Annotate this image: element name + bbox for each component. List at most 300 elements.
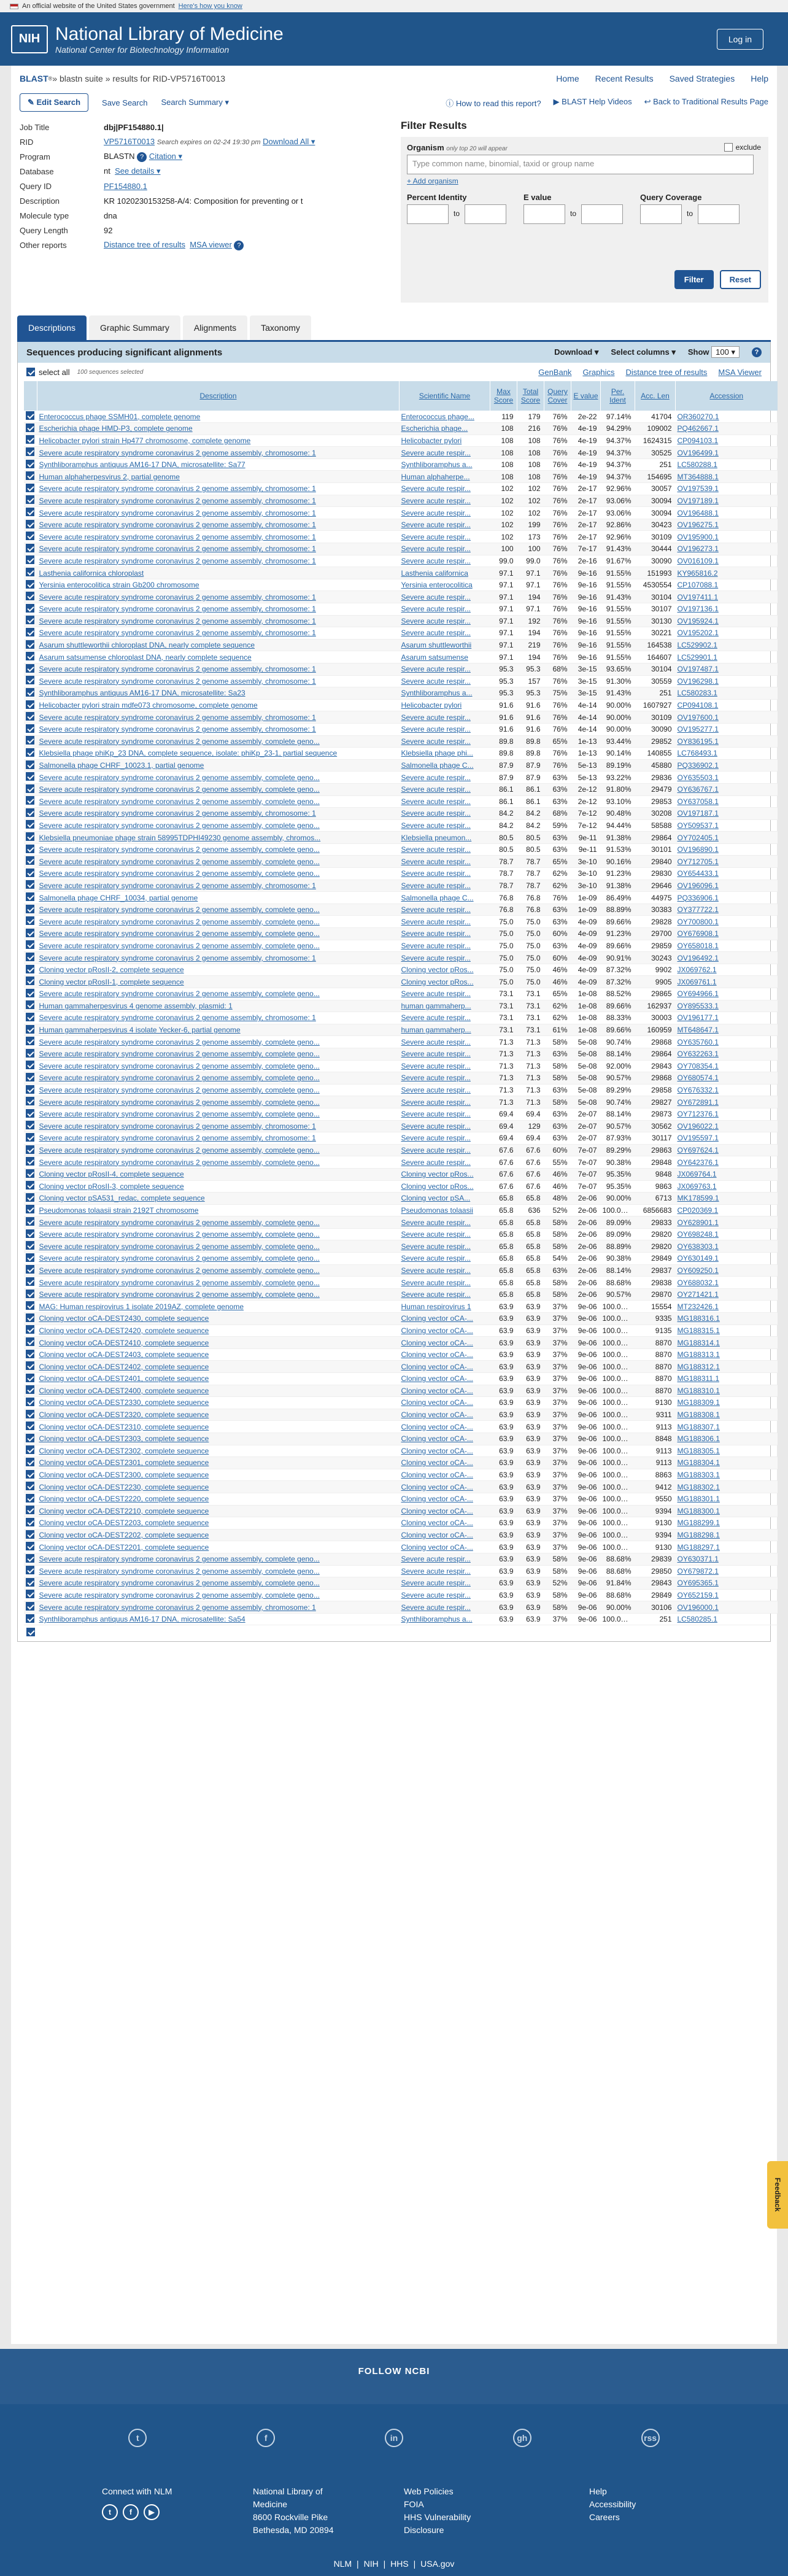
accession-link[interactable]: MG188313.1 [677, 1350, 720, 1360]
description-link[interactable]: Cloning vector pRosII-4, complete sequence [39, 1170, 184, 1179]
description-link[interactable]: Cloning vector oCA-DEST2400, complete sequence [39, 1386, 209, 1395]
accession-link[interactable]: LC580285.1 [677, 1615, 717, 1624]
scientific-name-link[interactable]: Pseudomonas tolaasii [401, 1205, 473, 1215]
accession-link[interactable]: OV196022.1 [677, 1121, 719, 1131]
row-checkbox[interactable] [26, 460, 34, 468]
pid-max-input[interactable] [465, 204, 506, 224]
linkedin-icon[interactable]: in [385, 2429, 403, 2447]
scientific-name-link[interactable]: Cloning vector pRos... [401, 1182, 474, 1191]
col-total-score[interactable]: Total Score [517, 381, 544, 411]
row-checkbox[interactable] [26, 1025, 34, 1034]
row-checkbox[interactable] [26, 929, 34, 937]
row-checkbox[interactable] [26, 1530, 34, 1539]
description-link[interactable]: Cloning vector pSA531_redac, complete sequence [39, 1194, 205, 1203]
description-link[interactable]: Severe acute respiratory syndrome coronavirus 2 genome assembly, complete geno... [39, 917, 320, 926]
scientific-name-link[interactable]: Salmonella phage C... [401, 761, 474, 770]
accession-link[interactable]: OY630149.1 [677, 1254, 719, 1263]
scientific-name-link[interactable]: Severe acute respir... [401, 1158, 471, 1167]
row-checkbox[interactable] [26, 940, 34, 949]
scientific-name-link[interactable]: Severe acute respir... [401, 953, 471, 962]
description-link[interactable]: Severe acute respiratory syndrome coronavirus 2 genome assembly, chromosome: 1 [39, 1603, 316, 1612]
scientific-name-link[interactable]: Severe acute respir... [401, 905, 471, 915]
nlm-bottom-link[interactable]: NLM [333, 2559, 352, 2569]
description-link[interactable]: Severe acute respiratory syndrome coronavirus 2 genome assembly, complete geno... [39, 1110, 320, 1119]
tab-descriptions[interactable]: Descriptions [17, 315, 87, 340]
accession-link[interactable]: MG188311.1 [677, 1374, 719, 1383]
description-link[interactable]: Severe acute respiratory syndrome coronavirus 2 genome assembly, complete geno... [39, 941, 320, 950]
description-link[interactable]: Severe acute respiratory syndrome coronavirus 2 genome assembly, complete geno... [39, 929, 320, 938]
scientific-name-link[interactable]: Severe acute respir... [401, 929, 471, 938]
accession-link[interactable]: OY700800.1 [677, 917, 719, 926]
scientific-name-link[interactable]: Salmonella phage C... [401, 893, 474, 902]
scientific-name-link[interactable]: Severe acute respir... [401, 809, 471, 818]
accession-link[interactable]: OV195597.1 [677, 1134, 719, 1143]
scientific-name-link[interactable]: Severe acute respir... [401, 1266, 471, 1275]
description-link[interactable]: Severe acute respiratory syndrome coronavirus 2 genome assembly, complete geno... [39, 1566, 320, 1576]
scientific-name-link[interactable]: Severe acute respir... [401, 869, 471, 878]
accession-link[interactable]: OY679872.1 [677, 1566, 719, 1576]
description-link[interactable]: Severe acute respiratory syndrome coronavirus 2 genome assembly, complete geno... [39, 773, 320, 782]
description-link[interactable]: Cloning vector oCA-DEST2203, complete sequence [39, 1518, 209, 1528]
row-checkbox[interactable] [26, 628, 34, 636]
col-per-ident[interactable]: Per. Ident [601, 381, 635, 411]
accession-link[interactable]: MG188310.1 [677, 1386, 720, 1395]
row-checkbox[interactable] [26, 604, 34, 613]
accession-link[interactable]: OY635760.1 [677, 1037, 719, 1046]
description-link[interactable]: Severe acute respiratory syndrome coronavirus 2 genome assembly, chromosome: 1 [39, 881, 316, 890]
col-acc-len[interactable]: Acc. Len [635, 381, 676, 411]
row-checkbox[interactable] [26, 435, 34, 444]
scientific-name-link[interactable]: Severe acute respir... [401, 616, 471, 625]
description-link[interactable]: Synthliboramphus antiquus AM16-17 DNA, microsatellite: Sa23 [39, 689, 245, 698]
scientific-name-link[interactable]: Helicobacter pylori [401, 436, 462, 445]
nlm-link-2[interactable]: Medicine [253, 2499, 288, 2509]
row-checkbox[interactable] [26, 712, 34, 721]
scientific-name-link[interactable]: Cloning vector oCA-... [401, 1506, 473, 1515]
home-link[interactable]: Home [556, 74, 579, 83]
description-link[interactable]: Severe acute respiratory syndrome coronavirus 2 genome assembly, complete geno... [39, 1158, 320, 1167]
row-checkbox[interactable] [26, 1000, 34, 1009]
scientific-name-link[interactable]: Severe acute respir... [401, 1086, 471, 1095]
accession-link[interactable]: MG188297.1 [677, 1542, 720, 1552]
scientific-name-link[interactable]: Cloning vector oCA-... [401, 1386, 473, 1395]
row-checkbox[interactable] [26, 532, 34, 540]
query-id-link[interactable]: PF154880.1 [104, 181, 147, 191]
bottom-select-checkbox[interactable] [26, 1628, 35, 1636]
description-link[interactable]: Severe acute respiratory syndrome coronavirus 2 genome assembly, chromosome: 1 [39, 508, 316, 517]
accession-link[interactable]: OV196177.1 [677, 1013, 719, 1023]
scientific-name-link[interactable]: Severe acute respir... [401, 1037, 471, 1046]
row-checkbox[interactable] [26, 880, 34, 889]
accession-link[interactable]: MT648647.1 [677, 1026, 719, 1035]
accession-link[interactable]: OV196499.1 [677, 448, 719, 457]
how-to-read-link[interactable] [446, 97, 541, 109]
scientific-name-link[interactable]: Asarum shuttleworthii [401, 641, 472, 650]
accession-link[interactable]: OY694966.1 [677, 989, 719, 999]
scientific-name-link[interactable]: Severe acute respir... [401, 917, 471, 926]
description-link[interactable]: Helicobacter pylori strain Hp477 chromosome, complete genome [39, 436, 251, 445]
scientific-name-link[interactable]: Cloning vector oCA-... [401, 1434, 473, 1444]
description-link[interactable]: Cloning vector oCA-DEST2401, complete sequence [39, 1374, 209, 1383]
row-checkbox[interactable] [26, 508, 34, 516]
description-link[interactable]: Cloning vector oCA-DEST2202, complete sequence [39, 1531, 209, 1540]
row-checkbox[interactable] [26, 1049, 34, 1058]
scientific-name-link[interactable]: human gammaherp... [401, 1026, 471, 1035]
description-link[interactable]: Severe acute respiratory syndrome coronavirus 2 genome assembly, chromosome: 1 [39, 532, 316, 541]
row-checkbox[interactable] [26, 916, 34, 925]
row-checkbox[interactable] [26, 1578, 34, 1587]
row-checkbox[interactable] [26, 424, 34, 432]
scientific-name-link[interactable]: Severe acute respir... [401, 941, 471, 950]
row-checkbox[interactable] [26, 1061, 34, 1069]
heres-how-link[interactable]: Here's how you know [178, 2, 242, 10]
row-checkbox[interactable] [26, 1421, 34, 1430]
scientific-name-link[interactable]: Severe acute respir... [401, 629, 471, 638]
scientific-name-link[interactable]: Escherichia phage... [401, 424, 468, 433]
description-link[interactable]: Salmonella phage CHRF_10034, partial genome [39, 893, 198, 902]
description-link[interactable]: Human alphaherpesvirus 2, partial genome [39, 472, 180, 481]
row-checkbox[interactable] [26, 1566, 34, 1574]
accession-link[interactable]: JX069761.1 [677, 977, 717, 986]
accession-link[interactable]: OY672891.1 [677, 1097, 719, 1107]
description-link[interactable]: Severe acute respiratory syndrome coronavirus 2 genome assembly, complete geno... [39, 845, 320, 854]
description-link[interactable]: Yersinia enterocolitica strain Gb200 chromosome [39, 581, 199, 590]
description-link[interactable]: Severe acute respiratory syndrome coronavirus 2 genome assembly, complete geno... [39, 1278, 320, 1287]
web-policies-link[interactable]: Web Policies [404, 2486, 454, 2496]
rid-link[interactable]: VP5716T0013 [104, 137, 155, 146]
description-link[interactable]: Severe acute respiratory syndrome coronavirus 2 genome assembly, complete geno... [39, 1290, 320, 1299]
nlm-link-1[interactable]: National Library of [253, 2486, 323, 2496]
scientific-name-link[interactable]: Severe acute respir... [401, 496, 471, 505]
select-columns-dropdown[interactable]: Select columns ▾ [611, 347, 676, 357]
exclude-box[interactable] [724, 143, 733, 152]
scientific-name-link[interactable]: Severe acute respir... [401, 1230, 471, 1239]
scientific-name-link[interactable]: Synthliboramphus a... [401, 460, 473, 470]
description-link[interactable]: Cloning vector oCA-DEST2210, complete sequence [39, 1506, 209, 1515]
description-link[interactable]: Cloning vector oCA-DEST2303, complete sequence [39, 1434, 209, 1444]
accession-link[interactable]: MG188300.1 [677, 1506, 720, 1515]
accession-link[interactable]: OV195924.1 [677, 616, 719, 625]
see-details-link[interactable]: See details ▾ [115, 166, 161, 176]
row-checkbox[interactable] [26, 1169, 34, 1178]
accession-link[interactable]: KY965816.2 [677, 568, 718, 578]
description-link[interactable]: Severe acute respiratory syndrome coronavirus 2 genome assembly, chromosome: 1 [39, 544, 316, 554]
accession-link[interactable]: OV196273.1 [677, 544, 719, 554]
col-query-cover[interactable]: Query Cover [544, 381, 571, 411]
accession-link[interactable]: OV196488.1 [677, 508, 719, 517]
description-link[interactable]: Cloning vector oCA-DEST2403, complete sequence [39, 1350, 209, 1360]
row-checkbox[interactable] [26, 1590, 34, 1598]
row-checkbox[interactable] [26, 1350, 34, 1358]
row-checkbox[interactable] [26, 1602, 34, 1611]
accession-link[interactable]: JX069762.1 [677, 965, 717, 975]
row-checkbox[interactable] [26, 1301, 34, 1310]
description-link[interactable]: Synthliboramphus antiquus AM16-17 DNA, microsatellite: Sa54 [39, 1615, 245, 1624]
scientific-name-link[interactable]: Human alphaherpe... [401, 472, 470, 481]
row-checkbox[interactable] [26, 1542, 34, 1550]
row-checkbox[interactable] [26, 1253, 34, 1262]
qcov-min-input[interactable] [640, 204, 682, 224]
description-link[interactable]: Severe acute respiratory syndrome coronavirus 2 genome assembly, complete geno... [39, 1254, 320, 1263]
accession-link[interactable]: OY271421.1 [677, 1290, 719, 1299]
col-scientific-name[interactable]: Scientific Name [400, 381, 490, 411]
msa-viewer-link[interactable]: MSA viewer [190, 239, 232, 249]
tab-taxonomy[interactable]: Taxonomy [250, 315, 311, 340]
accession-link[interactable]: OY630371.1 [677, 1555, 719, 1564]
description-link[interactable]: Severe acute respiratory syndrome coronavirus 2 genome assembly, chromosome: 1 [39, 496, 316, 505]
row-checkbox[interactable] [26, 760, 34, 769]
nih-logo[interactable]: NIH [11, 25, 48, 53]
description-link[interactable]: Human gammaherpesvirus 4 isolate Yecker-6, partial genome [39, 1026, 241, 1035]
accession-link[interactable]: OY509537.1 [677, 821, 719, 830]
scientific-name-link[interactable]: Klebsiella pneumon... [401, 833, 472, 842]
description-link[interactable]: Severe acute respiratory syndrome coronavirus 2 genome assembly, complete geno... [39, 857, 320, 866]
help-videos-link[interactable] [554, 97, 632, 109]
description-link[interactable]: Severe acute respiratory syndrome coronavirus 2 genome assembly, complete geno... [39, 1097, 320, 1107]
accession-link[interactable]: OY377722.1 [677, 905, 719, 915]
row-checkbox[interactable] [26, 568, 34, 576]
row-checkbox[interactable] [26, 700, 34, 709]
row-checkbox[interactable] [26, 1133, 34, 1142]
accession-link[interactable]: MG188305.1 [677, 1446, 720, 1455]
scientific-name-link[interactable]: Cloning vector oCA-... [401, 1338, 473, 1347]
description-link[interactable]: Severe acute respiratory syndrome coronavirus 2 genome assembly, chromosome: 1 [39, 448, 316, 457]
edit-search-button[interactable]: ✎ Edit Search [20, 93, 88, 112]
description-link[interactable]: Cloning vector pRosII-2, complete sequence [39, 965, 184, 975]
accession-link[interactable]: OY688032.1 [677, 1278, 719, 1287]
accession-link[interactable]: MG188301.1 [677, 1495, 720, 1504]
accession-link[interactable]: OY642376.1 [677, 1158, 719, 1167]
row-checkbox[interactable] [26, 845, 34, 853]
scientific-name-link[interactable]: Severe acute respir... [401, 676, 471, 686]
accession-link[interactable]: OV195202.1 [677, 629, 719, 638]
accession-link[interactable]: OY636767.1 [677, 785, 719, 794]
row-checkbox[interactable] [26, 1470, 34, 1479]
description-link[interactable]: Cloning vector oCA-DEST2402, complete sequence [39, 1362, 209, 1371]
scientific-name-link[interactable]: Severe acute respir... [401, 881, 471, 890]
accession-link[interactable]: OY695365.1 [677, 1579, 719, 1588]
description-link[interactable]: Salmonella phage CHRF_10023.1, partial genome [39, 761, 204, 770]
row-checkbox[interactable] [26, 1145, 34, 1154]
row-checkbox[interactable] [26, 676, 34, 684]
scientific-name-link[interactable]: Severe acute respir... [401, 737, 471, 746]
saved-strategies-link[interactable]: Saved Strategies [669, 74, 735, 83]
filter-button[interactable]: Filter [674, 270, 714, 289]
accession-link[interactable]: OY638303.1 [677, 1242, 719, 1251]
exclude-checkbox[interactable] [724, 143, 761, 152]
row-checkbox[interactable] [26, 736, 34, 745]
row-checkbox[interactable] [26, 1229, 34, 1238]
row-checkbox[interactable] [26, 1554, 34, 1563]
col-accession[interactable]: Accession [676, 381, 778, 411]
description-link[interactable]: Severe acute respiratory syndrome coronavirus 2 genome assembly, chromosome: 1 [39, 1134, 316, 1143]
description-link[interactable]: Klebsiella phage phiKp_23 DNA, complete sequence, isolate: phiKp_23-1, partial sequence [39, 749, 338, 758]
description-link[interactable]: Severe acute respiratory syndrome coronavirus 2 genome assembly, complete geno... [39, 1037, 320, 1046]
scientific-name-link[interactable]: Cloning vector oCA-... [401, 1458, 473, 1468]
row-checkbox[interactable] [26, 1121, 34, 1129]
description-link[interactable]: Severe acute respiratory syndrome coronavirus 2 genome assembly, complete geno... [39, 1590, 320, 1599]
scientific-name-link[interactable]: Severe acute respir... [401, 845, 471, 854]
scientific-name-link[interactable]: Severe acute respir... [401, 1097, 471, 1107]
description-link[interactable]: Severe acute respiratory syndrome coronavirus 2 genome assembly, complete geno... [39, 1555, 320, 1564]
description-link[interactable]: Cloning vector oCA-DEST2220, complete sequence [39, 1495, 209, 1504]
description-link[interactable]: Severe acute respiratory syndrome coronavirus 2 genome assembly, complete geno... [39, 1086, 320, 1095]
row-checkbox[interactable] [26, 856, 34, 865]
scientific-name-link[interactable]: Cloning vector pRos... [401, 1170, 474, 1179]
download-dropdown[interactable]: Download ▾ [554, 347, 599, 357]
show-count-select[interactable]: 100 ▾ [711, 346, 740, 358]
foia-link[interactable]: FOIA [404, 2499, 424, 2509]
description-link[interactable]: Severe acute respiratory syndrome coronavirus 2 genome assembly, chromosome: 1 [39, 676, 316, 686]
row-checkbox[interactable] [26, 1494, 34, 1503]
row-checkbox[interactable] [26, 1085, 34, 1094]
row-checkbox[interactable] [26, 664, 34, 673]
row-checkbox[interactable] [26, 1506, 34, 1514]
description-link[interactable]: Severe acute respiratory syndrome coronavirus 2 genome assembly, complete geno... [39, 1230, 320, 1239]
description-link[interactable]: Severe acute respiratory syndrome coronavirus 2 genome assembly, chromosome: 1 [39, 629, 316, 638]
scientific-name-link[interactable]: Cloning vector oCA-... [401, 1362, 473, 1371]
row-checkbox[interactable] [26, 1398, 34, 1406]
evalue-min-input[interactable] [523, 204, 565, 224]
scientific-name-link[interactable]: Severe acute respir... [401, 1590, 471, 1599]
scientific-name-link[interactable]: Helicobacter pylori [401, 701, 462, 710]
col-max-score[interactable]: Max Score [490, 381, 517, 411]
row-checkbox[interactable] [26, 495, 34, 504]
reset-button[interactable]: Reset [720, 270, 761, 289]
reports-help-icon[interactable]: ? [234, 241, 244, 250]
footer-help-link[interactable]: Help [589, 2486, 607, 2496]
row-checkbox[interactable] [26, 784, 34, 793]
row-checkbox[interactable] [26, 772, 34, 781]
description-link[interactable]: Severe acute respiratory syndrome coronavirus 2 genome assembly, chromosome: 1 [39, 1013, 316, 1023]
description-link[interactable]: Severe acute respiratory syndrome coronavirus 2 genome assembly, chromosome: 1 [39, 616, 316, 625]
search-summary-dropdown[interactable]: Search Summary ▾ [161, 98, 230, 107]
row-checkbox[interactable] [26, 1313, 34, 1322]
row-checkbox[interactable] [26, 905, 34, 913]
row-checkbox[interactable] [26, 1458, 34, 1466]
row-checkbox[interactable] [26, 1241, 34, 1250]
accession-link[interactable]: OV016109.1 [677, 556, 719, 565]
description-link[interactable]: Cloning vector oCA-DEST2430, complete sequence [39, 1314, 209, 1323]
traditional-results-link[interactable] [644, 97, 768, 109]
row-checkbox[interactable] [26, 1157, 34, 1166]
scientific-name-link[interactable]: Severe acute respir... [401, 508, 471, 517]
scientific-name-link[interactable]: Severe acute respir... [401, 532, 471, 541]
description-link[interactable]: Asarum shuttleworthii chloroplast DNA, nearly complete sequence [39, 641, 255, 650]
scientific-name-link[interactable]: Severe acute respir... [401, 544, 471, 554]
accession-link[interactable]: OV195900.1 [677, 532, 719, 541]
row-checkbox[interactable] [26, 796, 34, 805]
accession-link[interactable]: OY697624.1 [677, 1146, 719, 1155]
scientific-name-link[interactable]: Asarum satsumense [401, 652, 468, 662]
scientific-name-link[interactable]: Cloning vector oCA-... [401, 1495, 473, 1504]
accession-link[interactable]: OV196275.1 [677, 520, 719, 530]
scientific-name-link[interactable]: Severe acute respir... [401, 1050, 471, 1059]
scientific-name-link[interactable]: Synthliboramphus a... [401, 689, 473, 698]
accession-link[interactable]: OV196890.1 [677, 845, 719, 854]
scientific-name-link[interactable]: Cloning vector pSA... [401, 1194, 471, 1203]
facebook-icon[interactable]: f [257, 2429, 275, 2447]
row-checkbox[interactable] [26, 808, 34, 817]
accession-link[interactable]: OR360270.1 [677, 412, 719, 421]
description-link[interactable]: Severe acute respiratory syndrome coronavirus 2 genome assembly, complete geno... [39, 1146, 320, 1155]
description-link[interactable]: Cloning vector oCA-DEST2230, complete sequence [39, 1482, 209, 1491]
add-organism-link[interactable]: + Add organism [406, 177, 458, 185]
accession-link[interactable]: OY652159.1 [677, 1590, 719, 1599]
row-checkbox[interactable] [26, 411, 34, 420]
accession-link[interactable]: OV197411.1 [677, 592, 718, 601]
scientific-name-link[interactable]: human gammaherp... [401, 1001, 471, 1010]
row-checkbox[interactable] [26, 580, 34, 589]
description-link[interactable]: Cloning vector oCA-DEST2420, complete sequence [39, 1326, 209, 1335]
description-link[interactable]: Severe acute respiratory syndrome coronavirus 2 genome assembly, chromosome: 1 [39, 809, 316, 818]
row-checkbox[interactable] [26, 1385, 34, 1394]
row-checkbox[interactable] [26, 1277, 34, 1286]
scientific-name-link[interactable]: Severe acute respir... [401, 785, 471, 794]
accession-link[interactable]: OV196492.1 [677, 953, 719, 962]
row-checkbox[interactable] [26, 989, 34, 997]
accession-link[interactable]: OY895533.1 [677, 1001, 719, 1010]
accession-link[interactable]: CP094103.1 [677, 436, 719, 445]
accession-link[interactable]: OY708354.1 [677, 1061, 719, 1070]
description-link[interactable]: Escherichia phage HMD-P3, complete genome [39, 424, 193, 433]
accession-link[interactable]: LC529902.1 [677, 641, 717, 650]
scientific-name-link[interactable]: Human respirovirus 1 [401, 1302, 471, 1311]
scientific-name-link[interactable]: Cloning vector oCA-... [401, 1471, 473, 1480]
accession-link[interactable]: PQ336906.1 [677, 893, 719, 902]
scientific-name-link[interactable]: Cloning vector oCA-... [401, 1326, 473, 1335]
col-description[interactable]: Description [37, 381, 400, 411]
accession-link[interactable]: MG188299.1 [677, 1518, 720, 1528]
pid-min-input[interactable] [407, 204, 449, 224]
row-checkbox[interactable] [26, 1482, 34, 1490]
scientific-name-link[interactable]: Cloning vector oCA-... [401, 1410, 473, 1420]
accession-link[interactable]: MG188308.1 [677, 1410, 720, 1420]
scientific-name-link[interactable]: Severe acute respir... [401, 1218, 471, 1227]
distance-tree-link[interactable]: Distance tree of results [104, 239, 185, 249]
accession-link[interactable]: MG188303.1 [677, 1471, 720, 1480]
description-link[interactable]: Severe acute respiratory syndrome coronavirus 2 genome assembly, complete geno... [39, 1061, 320, 1070]
scientific-name-link[interactable]: Cloning vector oCA-... [401, 1350, 473, 1360]
accession-link[interactable]: MT232426.1 [677, 1302, 719, 1311]
row-checkbox[interactable] [26, 1290, 34, 1298]
scientific-name-link[interactable]: Cloning vector oCA-... [401, 1314, 473, 1323]
accession-link[interactable]: MG188304.1 [677, 1458, 720, 1468]
row-checkbox[interactable] [26, 592, 34, 600]
description-link[interactable]: Severe acute respiratory syndrome coronavirus 2 genome assembly, complete geno... [39, 737, 320, 746]
row-checkbox[interactable] [26, 652, 34, 660]
description-link[interactable]: Cloning vector oCA-DEST2320, complete sequence [39, 1410, 209, 1420]
row-checkbox[interactable] [26, 1193, 34, 1202]
accession-link[interactable]: LC768493.1 [677, 749, 717, 758]
row-checkbox[interactable] [26, 1374, 34, 1382]
scientific-name-link[interactable]: Severe acute respir... [401, 665, 471, 674]
accession-link[interactable]: OV197539.1 [677, 484, 719, 493]
scientific-name-link[interactable]: Cloning vector pRos... [401, 977, 474, 986]
save-search-link[interactable]: Save Search [102, 98, 148, 107]
accession-link[interactable]: OV197136.1 [677, 605, 719, 614]
accession-link[interactable]: MK178599.1 [677, 1194, 719, 1203]
row-checkbox[interactable] [26, 1097, 34, 1105]
scientific-name-link[interactable]: Synthliboramphus a... [401, 1615, 473, 1624]
scientific-name-link[interactable]: Cloning vector oCA-... [401, 1542, 473, 1552]
accession-link[interactable]: OV197189.1 [677, 496, 719, 505]
scientific-name-link[interactable]: Severe acute respir... [401, 520, 471, 530]
footer-facebook-icon[interactable]: f [123, 2504, 139, 2520]
scientific-name-link[interactable]: Yersinia enterocolitica [401, 581, 473, 590]
description-link[interactable]: Severe acute respiratory syndrome coronavirus 2 genome assembly, chromosome: 1 [39, 592, 316, 601]
scientific-name-link[interactable]: Severe acute respir... [401, 821, 471, 830]
